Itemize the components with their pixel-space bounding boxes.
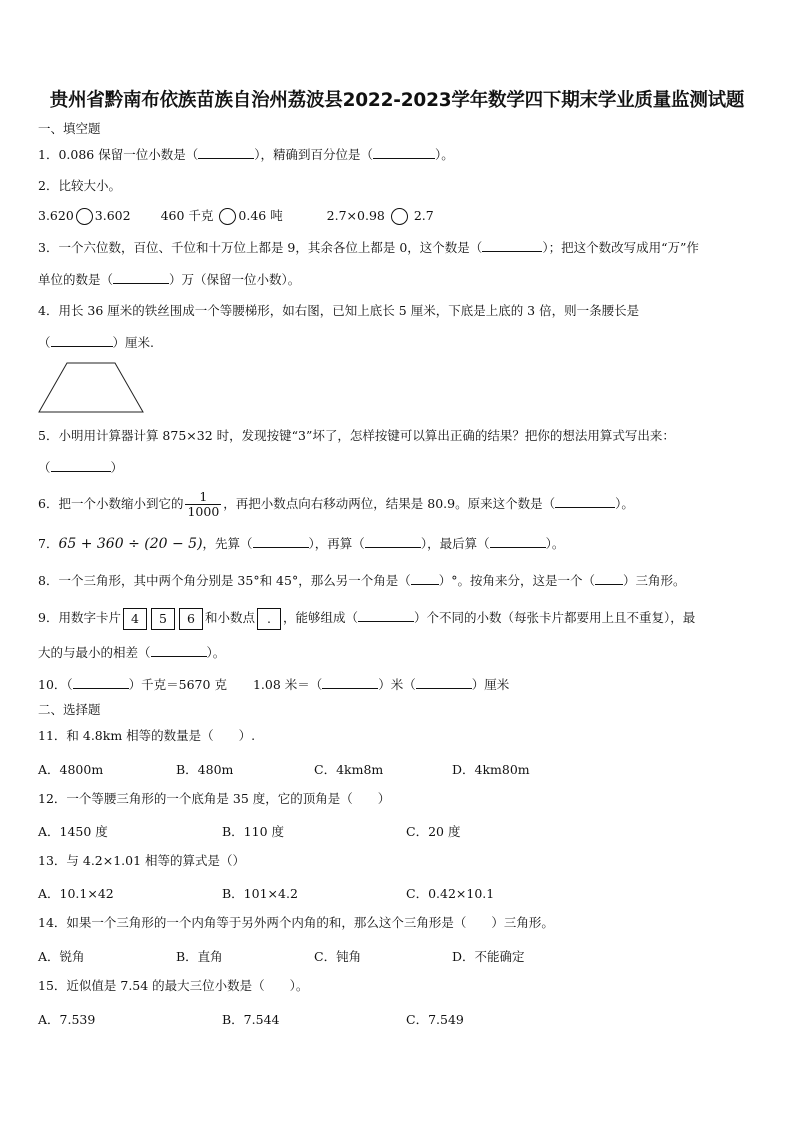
option-a[interactable]: A．1450 度 <box>38 824 108 839</box>
option-a[interactable]: A．7.539 <box>38 1012 96 1027</box>
question-14: 14．如果一个三角形的一个内角等于另外两个内角的和，那么这个三角形是（ ）三角形。 <box>38 915 554 930</box>
option-d[interactable]: D．4km80m <box>452 762 530 777</box>
option-a[interactable]: A．10.1×42 <box>38 886 114 901</box>
question-8: 8．一个三角形，其中两个角分别是 35°和 45°，那么另一个角是（ ）°。按角来分，这是一个（ ）三角形。 <box>38 573 686 588</box>
option-c[interactable]: C．钝角 <box>314 949 362 964</box>
math-expression: 65 + 360 ÷ (20 − 5) <box>58 536 203 552</box>
answer-blank[interactable] <box>490 535 546 548</box>
compare-circle[interactable] <box>219 208 236 225</box>
option-c[interactable]: C．20 度 <box>406 824 461 839</box>
question-1: 1．0.086 保留一位小数是（ ），精确到百分位是（ ）。 <box>38 147 454 162</box>
question-11: 11．和 4.8km 相等的数量是（ ）. <box>38 728 256 743</box>
digit-card: 5 <box>151 608 175 630</box>
question-7: 7．65 + 360 ÷ (20 − 5)，先算（ ），再算（ ），最后算（ ）。 <box>38 536 565 552</box>
option-a[interactable]: A．4800m <box>38 762 104 777</box>
section-fill-in: 一、填空题 <box>38 121 101 136</box>
answer-blank[interactable] <box>322 676 378 689</box>
option-a[interactable]: A．锐角 <box>38 949 85 964</box>
answer-blank[interactable] <box>198 146 254 159</box>
question-2: 2．比较大小。 <box>38 178 121 193</box>
decimal-point-card: . <box>257 608 281 630</box>
answer-blank[interactable] <box>51 334 113 347</box>
question-3: 3．一个六位数，百位、千位和十万位上都是 9，其余各位上都是 0，这个数是（ ）；把这个数改写成用“万”作 <box>38 240 699 255</box>
question-4-cont: （ ）厘米. <box>38 335 154 350</box>
trapezoid-figure <box>37 362 145 414</box>
option-b[interactable]: B．110 度 <box>222 824 285 839</box>
answer-blank[interactable] <box>151 644 207 657</box>
question-12: 12．一个等腰三角形的一个底角是 35 度，它的顶角是（ ） <box>38 791 391 806</box>
answer-blank[interactable] <box>482 239 542 252</box>
answer-blank[interactable] <box>555 495 615 508</box>
question-2-compare-row: 3.620 3.602 460 千克 0.46 吨 2.7×0.98 2.7 <box>38 208 434 223</box>
question-5-cont: （ ） <box>38 460 124 475</box>
answer-blank[interactable] <box>411 572 439 585</box>
option-b[interactable]: B．101×4.2 <box>222 886 298 901</box>
option-b[interactable]: B．直角 <box>176 949 223 964</box>
option-c[interactable]: C．0.42×10.1 <box>406 886 495 901</box>
answer-blank[interactable] <box>358 609 414 622</box>
question-9-cont: 大的与最小的相差（ ）。 <box>38 645 226 660</box>
question-9: 9．用数字卡片 4 5 6 和小数点 . ，能够组成（ ）个不同的小数（每张卡片都要用上且不重复），最 <box>38 606 695 630</box>
compare-circle[interactable] <box>76 208 93 225</box>
option-c[interactable]: C．4km8m <box>314 762 384 777</box>
question-15: 15．近似值是 7.54 的最大三位小数是（ ）。 <box>38 978 309 993</box>
answer-blank[interactable] <box>73 676 129 689</box>
answer-blank[interactable] <box>253 535 309 548</box>
digit-card: 6 <box>179 608 203 630</box>
answer-blank[interactable] <box>595 572 623 585</box>
question-4: 4．用长 36 厘米的铁丝围成一个等腰梯形，如右图，已知上底长 5 厘米，下底是上底的 3 倍，则一条腰长是 <box>38 303 640 318</box>
fraction: $\frac{1}{1000}$ <box>187 489 220 519</box>
section-multiple-choice: 二、选择题 <box>38 702 101 717</box>
answer-blank[interactable] <box>365 535 421 548</box>
question-6: 6．把一个小数缩小到它的 $\frac{1}{1000}$ ，再把小数点向右移动两位，结果是 80.9。原来这个数是（ ）。 <box>38 489 634 519</box>
compare-circle[interactable] <box>391 208 408 225</box>
answer-blank[interactable] <box>373 146 435 159</box>
question-3-cont: 单位的数是（ ）万（保留一位小数）。 <box>38 272 301 287</box>
answer-blank[interactable] <box>416 676 472 689</box>
answer-blank[interactable] <box>51 459 111 472</box>
question-5: 5．小明用计算器计算 875×32 时，发现按键“3”坏了，怎样按键可以算出正确的结果？把你的想法用算式写出来： <box>38 428 675 443</box>
digit-card: 4 <box>123 608 147 630</box>
option-b[interactable]: B．480m <box>176 762 234 777</box>
question-10: 10．（ ）千克＝5670 克 1.08 米＝（ ）米（ ）厘米 <box>38 677 510 692</box>
option-d[interactable]: D．不能确定 <box>452 949 525 964</box>
page-title: 贵州省黔南布依族苗族自治州荔波县2022-2023学年数学四下期末学业质量监测试题 <box>49 90 745 111</box>
question-13: 13．与 4.2×1.01 相等的算式是（） <box>38 853 246 868</box>
answer-blank[interactable] <box>113 271 169 284</box>
option-b[interactable]: B．7.544 <box>222 1012 280 1027</box>
option-c[interactable]: C．7.549 <box>406 1012 464 1027</box>
